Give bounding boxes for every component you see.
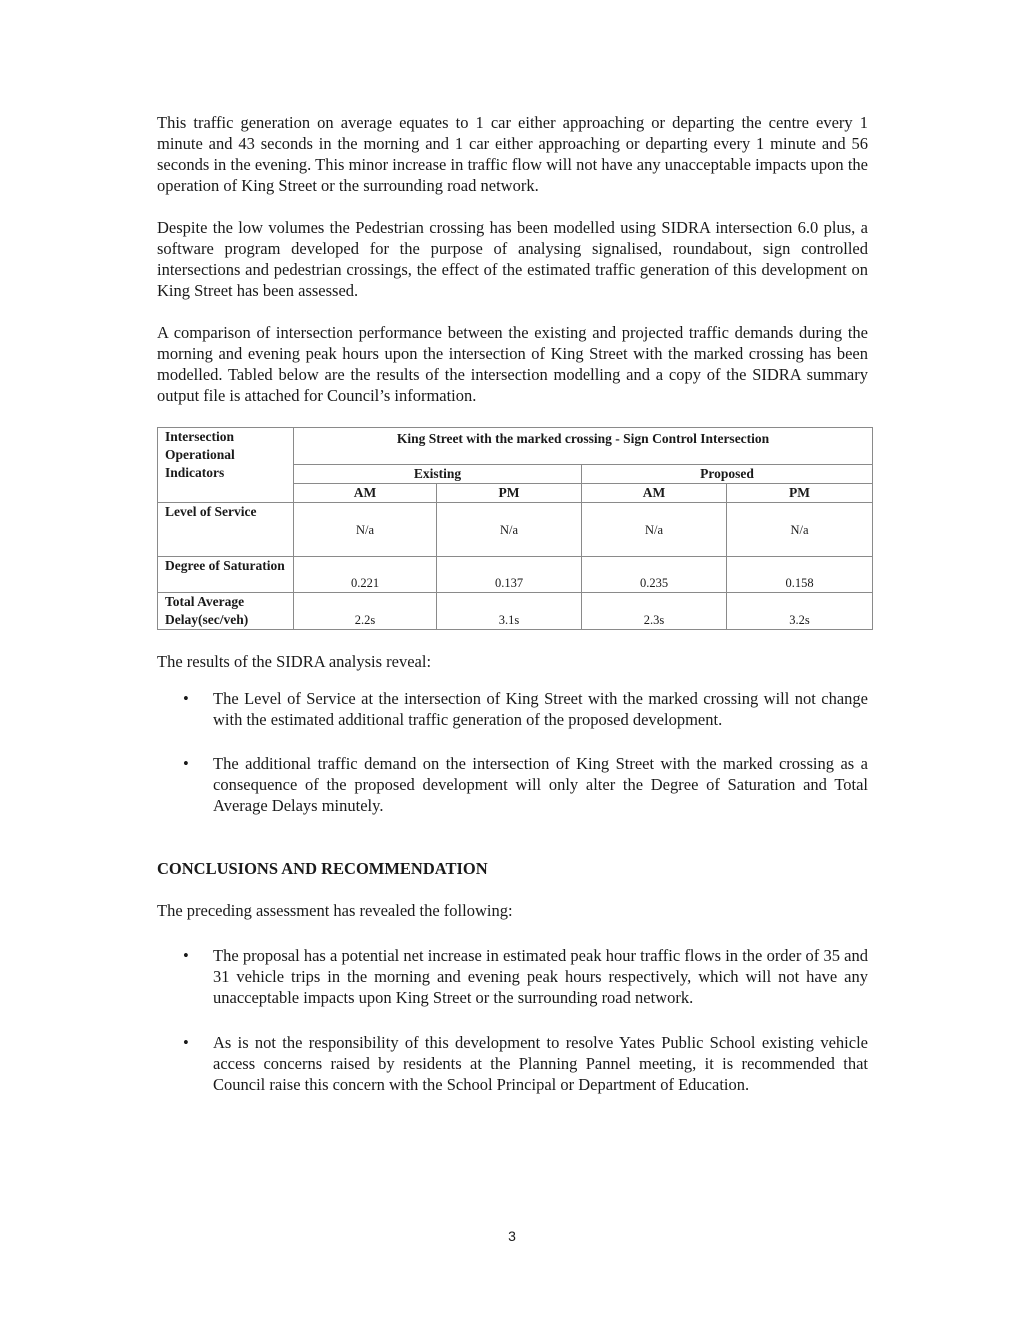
row-label-degree-of-saturation: Degree of Saturation — [158, 557, 294, 593]
table-group-existing: Existing — [294, 465, 582, 484]
conclusions-intro: The preceding assessment has revealed the following: — [157, 901, 513, 920]
table-col-existing-am: AM — [294, 484, 437, 503]
results-intro: The results of the SIDRA analysis reveal: — [157, 652, 432, 671]
table-cell: 2.2s — [294, 593, 437, 630]
list-item: • The proposal has a potential net increase in estimated peak hour traffic flows in the order of 35 and 31 vehicle trips in the morning and evening peak hours respectively, which will not have any unacceptable impacts upon King Street or the surrounding road network. — [157, 945, 868, 1008]
results-list — [157, 688, 868, 816]
table-cell: 2.3s — [582, 593, 727, 630]
table-cell: 3.2s — [727, 593, 873, 630]
document-page — [157, 112, 868, 1095]
table-group-proposed: Proposed — [582, 465, 873, 484]
table-cell: N/a — [294, 503, 437, 557]
table-col-existing-pm: PM — [437, 484, 582, 503]
paragraph-comparison: A comparison of intersection performance between the existing and projected traffic demands during the morning and evening peak hours upon the intersection of King Street with the marked crossing has been modelled. Tabled below are the results of the intersection modelling and a copy of the SIDRA summary output file is attached for Council’s information. — [157, 323, 868, 405]
table-row — [158, 593, 873, 630]
table-row — [158, 503, 873, 557]
table-cell: 0.235 — [582, 557, 727, 593]
conclusions-list — [157, 945, 868, 1095]
table-col-proposed-am: AM — [582, 484, 727, 503]
table-cell: N/a — [727, 503, 873, 557]
table-title: King Street with the marked crossing - Sign Control Intersection — [294, 428, 873, 465]
paragraph-sidra-modelling: Despite the low volumes the Pedestrian crossing has been modelled using SIDRA intersection 6.0 plus, a software program developed for the purpose of analysing signalised, roundabout, sign controlled intersections and pedestrian crossings, the effect of the estimated traffic generation of this development on King Street has been assessed. — [157, 218, 868, 300]
table-corner-label: Intersection Operational Indicators — [158, 428, 294, 503]
table-col-proposed-pm: PM — [727, 484, 873, 503]
table-cell: 0.158 — [727, 557, 873, 593]
table-cell: 0.221 — [294, 557, 437, 593]
row-label-total-average-delay: Total Average Delay(sec/veh) — [158, 593, 294, 630]
page-number: 3 — [508, 1228, 516, 1244]
paragraph-traffic-generation: This traffic generation on average equates to 1 car either approaching or departing the centre every 1 minute and 43 seconds in the morning and 1 car either approaching or departing every 1 minute and 56 seconds in the evening. This minor increase in traffic flow will not have any unacceptable impacts upon the operation of King Street or the surrounding road network. — [157, 113, 868, 195]
conclusions-heading: CONCLUSIONS AND RECOMMENDATION — [157, 859, 488, 878]
table-cell: 0.137 — [437, 557, 582, 593]
table-cell: N/a — [582, 503, 727, 557]
table-row — [158, 557, 873, 593]
sidra-results-table — [157, 427, 873, 630]
row-label-level-of-service: Level of Service — [158, 503, 294, 557]
list-item: • The Level of Service at the intersection of King Street with the marked crossing will not change with the estimated additional traffic generation of the proposed development. — [157, 688, 868, 730]
table-cell: 3.1s — [437, 593, 582, 630]
list-item: • The additional traffic demand on the intersection of King Street with the marked crossing as a consequence of the proposed development will only alter the Degree of Saturation and Total Average Delays minutely. — [157, 753, 868, 816]
table-cell: N/a — [437, 503, 582, 557]
list-item: • As is not the responsibility of this development to resolve Yates Public School existing vehicle access concerns raised by residents at the Planning Pannel meeting, it is recommended that Council raise this concern with the School Principal or Department of Education. — [157, 1032, 868, 1095]
